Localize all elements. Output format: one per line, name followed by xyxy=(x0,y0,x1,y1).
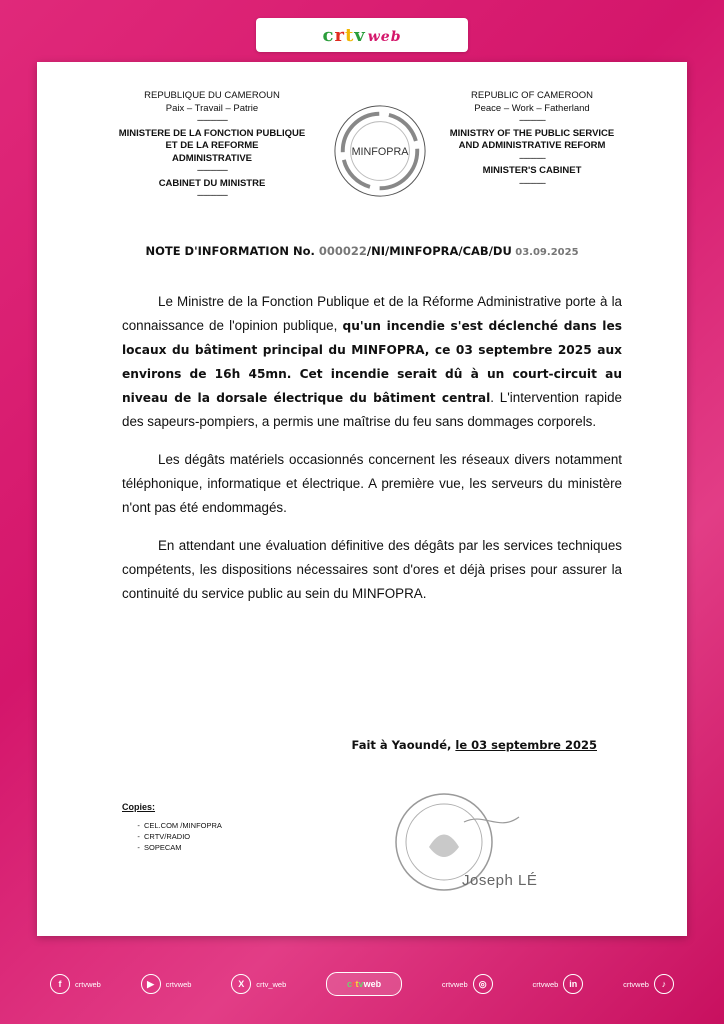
ministry-fr-1: MINISTERE DE LA FONCTION PUBLIQUE xyxy=(118,127,306,139)
linkedin-icon: in xyxy=(563,974,583,994)
tiktok-icon: ♪ xyxy=(654,974,674,994)
x-icon: X xyxy=(231,974,251,994)
country-fr: REPUBLIQUE DU CAMEROUN xyxy=(144,90,280,101)
header-right: REPUBLIC OF CAMEROON Peace – Work – Fatherland ------------ MINISTRY OF THE PUBLIC SERVICE AND ADMINISTRATIVE REFORM ------------ MINISTER'S CABINET ------------ xyxy=(427,90,637,190)
note-date: 03.09.2025 xyxy=(511,247,579,258)
copies-title: Copies: xyxy=(122,802,156,812)
paragraph-3: En attendant une évaluation définitive des dégâts par les services techniques compétents, les dispositions nécessaires sont d'ores et déjà prises pour assurer la continuité du service public au sein du MINFOPRA. xyxy=(122,538,622,601)
note-ref: /NI/MINFOPRA/CAB/DU xyxy=(366,244,512,258)
motto-en: Peace – Work – Fatherland xyxy=(474,102,590,114)
list-item: - SOPECAM xyxy=(144,842,222,853)
list-item: - CEL.COM /MINFOPRA xyxy=(144,820,222,831)
ministry-en-1: MINISTRY OF THE PUBLIC SERVICE xyxy=(449,127,615,139)
facebook-icon: f xyxy=(50,974,70,994)
minfopra-seal xyxy=(331,102,429,200)
tiktok-link[interactable]: crtvweb ♪ xyxy=(623,974,674,994)
ministry-en-2: AND ADMINISTRATIVE REFORM xyxy=(458,140,606,151)
crtv-logo-bar xyxy=(256,18,468,52)
copies-list xyxy=(122,820,222,853)
ministry-fr-2: ET DE LA REFORME xyxy=(165,140,259,151)
paragraph-2: Les dégâts matériels occasionnés concernent les réseaux divers notamment téléphonique, informatique et électrique. A première vue, les serveurs du ministère n'ont pas été endommagés. xyxy=(122,452,622,515)
note-number: 000022 xyxy=(318,244,367,258)
ministry-fr-3: ADMINISTRATIVE xyxy=(171,152,253,164)
motto-fr: Paix – Travail – Patrie xyxy=(165,102,259,114)
linkedin-link[interactable]: crtvweb in xyxy=(532,974,583,994)
instagram-link[interactable]: crtvweb ◎ xyxy=(442,974,493,994)
crtv-web-logo: crtv web xyxy=(322,24,402,46)
copies-block xyxy=(122,802,222,853)
crtv-footer-logo: c r t v web xyxy=(326,972,402,996)
instagram-icon: ◎ xyxy=(473,974,493,994)
svg-text:MINFOPRA: MINFOPRA xyxy=(351,145,409,158)
list-item: - CRTV/RADIO xyxy=(144,831,222,842)
cabinet-en: MINISTER'S CABINET xyxy=(482,165,582,176)
signoff: Fait à Yaoundé, le 03 septembre 2025 xyxy=(351,738,597,752)
facebook-link[interactable]: f crtvweb xyxy=(50,974,101,994)
country-en: REPUBLIC OF CAMEROON xyxy=(471,90,593,101)
header-left: REPUBLIQUE DU CAMEROUN Paix – Travail – Patrie -------------- MINISTERE DE LA FONCTION PUBLIQUE ET DE LA REFORME ADMINISTRATIVE -------------- CABINET DU MINISTRE -------------- xyxy=(107,90,317,203)
youtube-link[interactable]: ▶ crtvweb xyxy=(141,974,192,994)
paragraph-1: Le Ministre de la Fonction Publique et de la Réforme Administrative porte à la connaissance de l'opinion publique, qu'un incendie s'est déclenché dans les locaux du bâtiment principal du MINFOPRA, ce 03 septembre 2025 aux environs de 16h 45mn. Cet incendie serait dû à un court-circuit au niveau de la dorsale électrique du bâtiment central. L'intervention rapide des sapeurs-pompiers, a permis une maîtrise du feu sans dommages corporels. xyxy=(122,294,623,429)
social-footer xyxy=(0,960,724,1008)
x-link[interactable]: X crtv_web xyxy=(231,974,286,994)
youtube-icon: ▶ xyxy=(141,974,161,994)
signer-name: Joseph LÉ xyxy=(462,872,538,889)
note-body xyxy=(122,290,622,620)
note-title: NOTE D'INFORMATION No. 000022/NI/MINFOPRA/CAB/DU 03.09.2025 xyxy=(145,244,579,258)
document-page xyxy=(37,62,687,936)
cabinet-fr: CABINET DU MINISTRE xyxy=(158,177,266,189)
